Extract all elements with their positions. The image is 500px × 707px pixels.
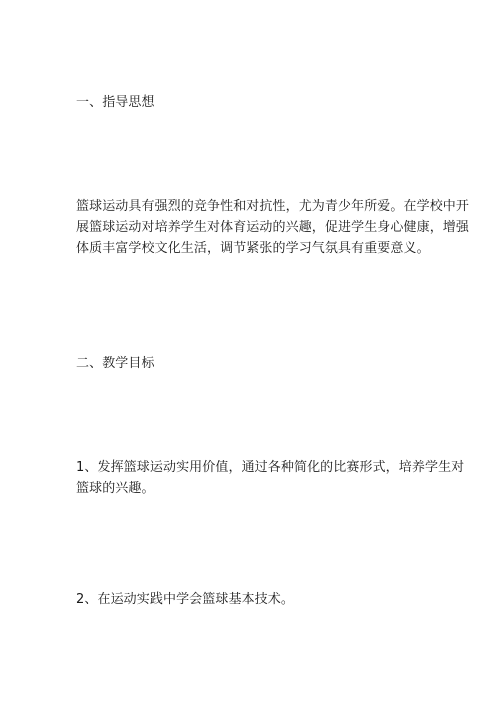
heading-text: 二、教学目标 [76,356,155,371]
goal-item-1 [76,457,465,499]
section-heading-guiding-ideology [76,92,426,113]
section-heading-teaching-goals [76,353,426,374]
paragraph-line: 篮球运动具有强烈的竞争性和对抗性，尤为青少年所爱。在学校中开 [76,199,470,214]
paragraph-guiding-ideology [76,196,470,259]
goal-line: 1、发挥篮球运动实用价值，通过各种简化的比赛形式，培养学生对 [76,460,465,475]
goal-line: 2、在运动实践中学会篮球基本技术。 [76,592,294,607]
paragraph-line: 展篮球运动对培养学生对体育运动的兴趣，促进学生身心健康，增强 [76,220,470,235]
heading-text: 一、指导思想 [76,95,155,110]
paragraph-line: 体质丰富学校文化生活，调节紧张的学习气氛具有重要意义。 [76,241,430,256]
goal-item-2 [76,589,426,610]
goal-line: 篮球的兴趣。 [76,481,155,496]
